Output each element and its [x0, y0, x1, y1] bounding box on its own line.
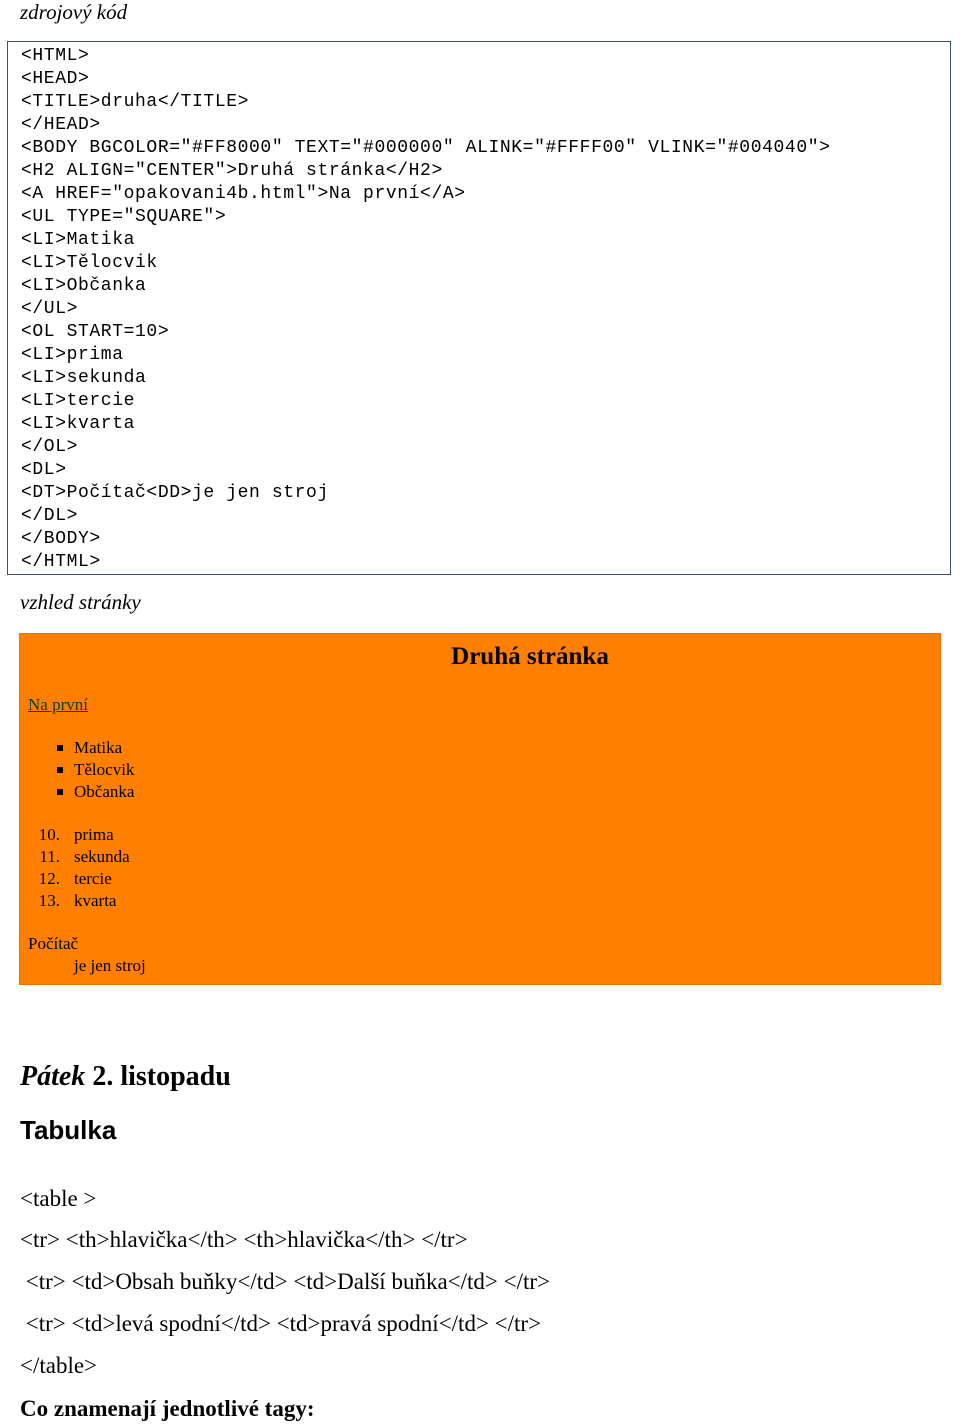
code-line: </DL>: [21, 506, 79, 526]
list-item: tercie: [74, 869, 112, 888]
page-preview: [19, 633, 941, 985]
code-line: <LI>kvarta: [21, 414, 136, 434]
list-item: kvarta: [74, 891, 117, 910]
code-line: <HTML>: [21, 46, 90, 66]
bullet-marker: [57, 767, 63, 773]
code-line: <LI>prima: [21, 345, 124, 365]
code-line: </BODY>: [21, 529, 101, 549]
list-item: sekunda: [74, 847, 130, 866]
code-line: <DL>: [21, 460, 67, 480]
tags-meaning-heading: Co znamenají jednotlivé tagy:: [20, 1396, 315, 1421]
code-line: <H2 ALIGN="CENTER">Druhá stránka</H2>: [21, 161, 443, 181]
bullet-marker: [57, 789, 63, 795]
list-item: Občanka: [74, 782, 135, 801]
ordered-number: 11.: [39, 847, 60, 866]
date-heading-day: Pátek: [20, 1061, 86, 1092]
code-line: </HTML>: [21, 552, 101, 572]
code-line: <BODY BGCOLOR="#FF8000" TEXT="#000000" ALINK="#FFFF00" VLINK="#004040">: [21, 138, 831, 158]
definition-term: Počítač: [28, 934, 79, 953]
code-line: </OL>: [21, 437, 79, 457]
code-line: <LI>sekunda: [21, 368, 147, 388]
ordered-number: 12.: [38, 869, 60, 888]
code-line: </HEAD>: [21, 115, 101, 135]
code-line: <A HREF="opakovani4b.html">Na první</A>: [21, 184, 466, 204]
code-line: <LI>Občanka: [21, 276, 147, 296]
table-code-line: </table>: [20, 1353, 98, 1378]
preview-title: Druhá stránka: [451, 643, 609, 670]
date-heading: [20, 1061, 231, 1093]
list-item: prima: [74, 825, 114, 844]
date-heading-rest: 2. listopadu: [85, 1061, 231, 1092]
ordered-number: 10.: [38, 825, 60, 844]
list-item: Matika: [74, 738, 123, 757]
page-view-caption: vzhled stránky: [20, 590, 141, 614]
code-line: <OL START=10>: [21, 322, 170, 342]
table-code-line: <table >: [20, 1186, 97, 1211]
table-code-line: <tr> <th>hlavička</th> <th>hlavička</th> </tr>: [20, 1227, 468, 1252]
code-line: <LI>Tělocvik: [21, 253, 158, 273]
code-line: <TITLE>druha</TITLE>: [21, 92, 250, 112]
code-line: <LI>Matika: [21, 230, 136, 250]
code-line: <DT>Počítač<DD>je jen stroj: [21, 483, 329, 503]
ordered-number: 13.: [38, 891, 60, 910]
code-line: <HEAD>: [21, 69, 90, 89]
list-item: Tělocvik: [74, 760, 135, 779]
source-code-caption: zdrojový kód: [20, 0, 128, 24]
code-line: <LI>tercie: [21, 391, 136, 411]
table-heading: Tabulka: [20, 1115, 117, 1145]
code-line: </UL>: [21, 299, 79, 319]
definition-description: je jen stroj: [74, 956, 146, 975]
source-code-box: [7, 41, 951, 575]
bullet-marker: [57, 745, 63, 751]
table-code-line: <tr> <td>Obsah buňky</td> <td>Další buňka</td> </tr>: [20, 1269, 551, 1294]
code-line: <UL TYPE="SQUARE">: [21, 207, 227, 227]
table-code-line: <tr> <td>levá spodní</td> <td>pravá spodní</td> </tr>: [20, 1311, 542, 1336]
preview-link-na-prvni[interactable]: Na první: [28, 695, 88, 714]
